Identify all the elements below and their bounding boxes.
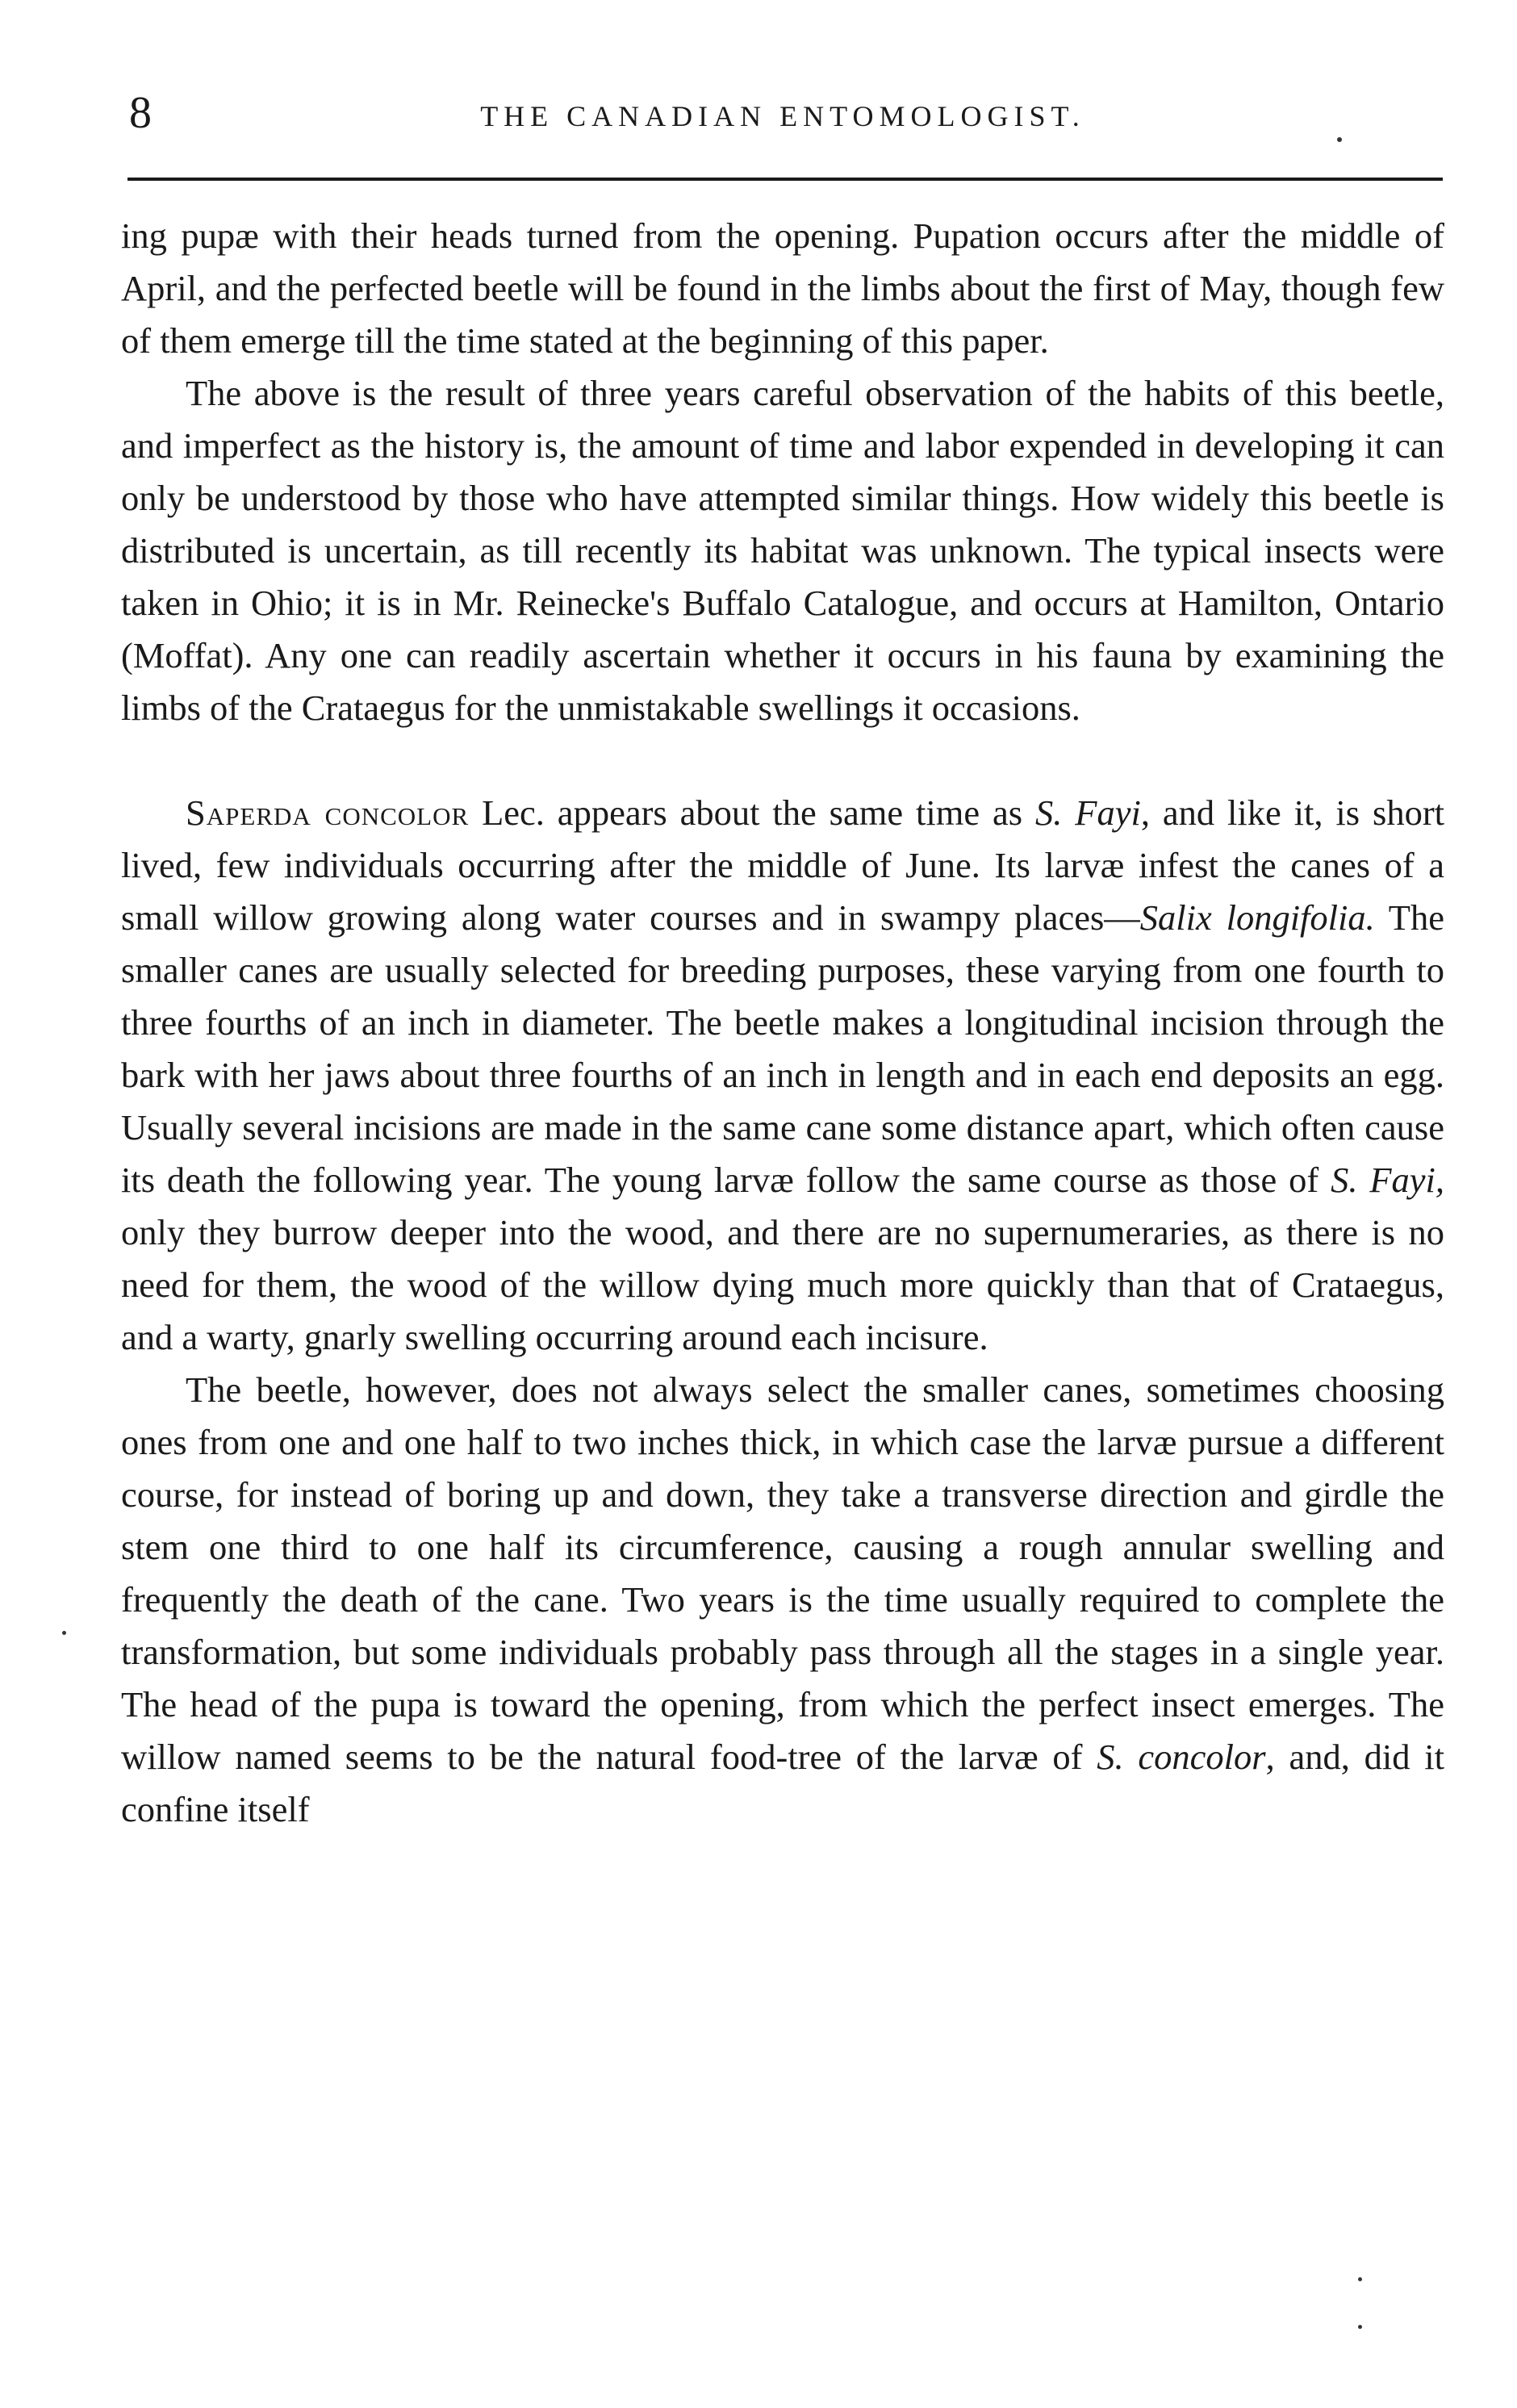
species-heading: Saperda concolor <box>186 792 470 833</box>
paragraph-beetle-habits <box>121 1364 1444 1836</box>
print-speck <box>1358 2277 1362 2281</box>
text-run: Lec. appears about the same time as <box>469 792 1035 833</box>
text-run: , and like it, is short lived, few individuals occurring after the middle of June. Its larvæ infest the canes of a small willow growing along water courses and in swampy places— <box>121 792 1445 938</box>
header-rule <box>127 178 1443 181</box>
text-run: , and, did it confine itself <box>121 1737 1445 1829</box>
print-speck <box>62 1631 66 1635</box>
plant-name-italic: Salix longifolia. <box>1139 897 1375 938</box>
text-run: The smaller canes are usually selected for breeding purposes, these varying from one fourth to three fourths of an inch in diameter. The beetle makes a longitudinal incision through the bark with her jaws about three fourths of an inch in length and in each end deposits an egg. Usually several incisions are made in the same cane some distance apart, which often cause its death the following year. The young larvæ follow the same course as those of <box>121 897 1444 1200</box>
journal-title: THE CANADIAN ENTOMOLOGIST. <box>480 100 1085 132</box>
print-speck <box>1358 2325 1362 2329</box>
print-speck <box>1337 137 1342 142</box>
species-name-italic: S. Fayi, <box>1331 1160 1444 1200</box>
article-body <box>121 210 1444 1836</box>
page-number: 8 <box>129 88 152 138</box>
species-name-italic: S. concolor <box>1097 1737 1266 1777</box>
paragraph-continuation: ing pupæ with their heads turned from the opening. Pupation occurs after the middle of April, and the perfected beetle will be found in the limbs about the first of May, though few of them emerge till the time stated at the beginning of this paper. <box>121 215 1444 361</box>
text-run: only they burrow deeper into the wood, and there are no supernumeraries, as there is no need for them, the wood of the willow dying much more quickly than that of Crataegus, and a warty, gnarly swelling occurring around each incisure. <box>121 1212 1444 1357</box>
species-name-italic: S. Fayi <box>1034 792 1141 833</box>
running-head <box>121 81 1444 145</box>
paragraph-observation: The above is the result of three years careful observation of the habits of this beetle, and imperfect as the history is, the amount of time and labor expended in developing it can only be understood by those who have attempted similar things. How widely this beetle is distributed is uncertain, as till recently its habitat was unknown. The typical insects were taken in Ohio; it is in Mr. Reinecke's Buffalo Catalogue, and occurs at Hamilton, Ontario (Moffat). Any one can readily ascertain whether it occurs in his fauna by examining the limbs of the Crataegus for the unmistakable swellings it occasions. <box>121 373 1444 728</box>
paragraph-saperda-concolor <box>121 787 1444 1364</box>
text-run: The beetle, however, does not always select the smaller canes, sometimes choosing ones from one and one half to two inches thick, in which case the larvæ pursue a different course, for instead of boring up and down, they take a transverse direction and girdle the stem one third to one half its circumference, causing a rough annular swelling and frequently the death of the cane. Two years is the time usually required to complete the transformation, but some individuals probably pass through all the stages in a single year. The head of the pupa is toward the opening, from which the perfect insect emerges. The willow named seems to be the natural food-tree of the larvæ of <box>121 1369 1444 1777</box>
